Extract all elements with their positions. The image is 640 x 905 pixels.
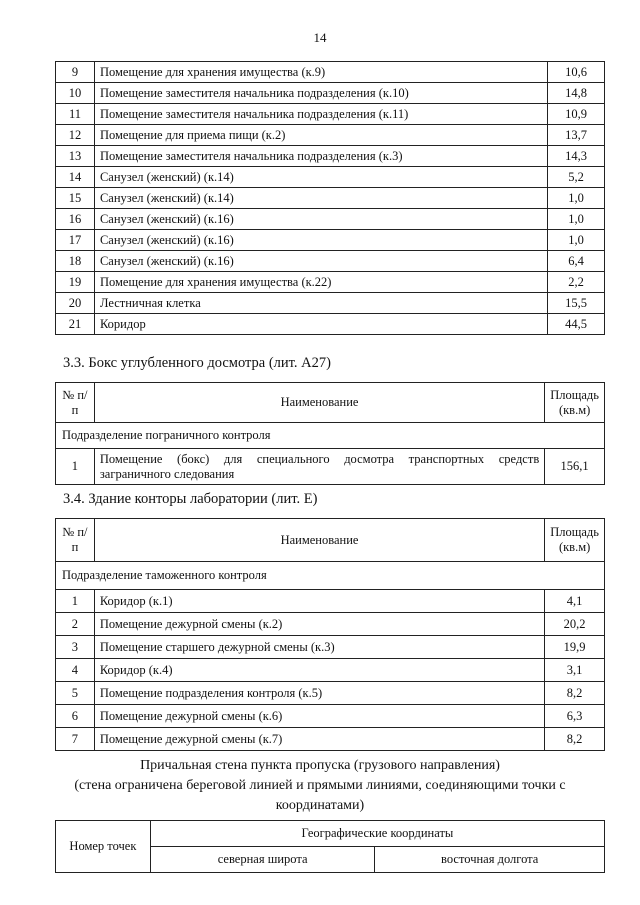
table-row [56, 682, 605, 705]
col-header-geo: Географические координаты [150, 821, 604, 847]
room-name: Помещение заместителя начальника подразделения (к.11) [94, 104, 547, 125]
table-row [56, 167, 605, 188]
col-header-num: № п/п [56, 519, 95, 562]
room-area: 20,2 [545, 613, 605, 636]
col-header-name: Наименование [94, 383, 544, 423]
col-header-area: Площадь (кв.м) [545, 383, 605, 423]
table-row [56, 705, 605, 728]
row-number: 4 [56, 659, 95, 682]
room-area: 8,2 [545, 728, 605, 751]
page-number: 14 [313, 30, 327, 45]
row-number: 19 [56, 272, 95, 293]
room-name: Санузел (женский) (к.16) [94, 230, 547, 251]
room-name: Коридор (к.4) [94, 659, 544, 682]
row-number: 20 [56, 293, 95, 314]
room-name: Помещение заместителя начальника подразделения (к.10) [94, 83, 547, 104]
laboratory-table [55, 518, 605, 751]
room-area: 4,1 [545, 590, 605, 613]
row-number: 1 [56, 590, 95, 613]
col-header-lat: северная широта [150, 847, 375, 873]
room-name: Санузел (женский) (к.14) [94, 188, 547, 209]
room-area: 1,0 [548, 230, 605, 251]
section-3-3-heading: 3.3. Бокс углубленного досмотра (лит. А27) [63, 355, 331, 371]
room-area: 10,9 [548, 104, 605, 125]
section-3-4-heading: 3.4. Здание конторы лаборатории (лит. Е) [63, 491, 318, 507]
room-area: 5,2 [548, 167, 605, 188]
room-area: 15,5 [548, 293, 605, 314]
table-row [56, 146, 605, 167]
table-row [56, 728, 605, 751]
room-name: Помещение дежурной смены (к.7) [94, 728, 544, 751]
room-area: 10,6 [548, 62, 605, 83]
coordinates-table [55, 820, 605, 873]
room-name: Коридор [94, 314, 547, 335]
inspection-box-table [55, 382, 605, 485]
wall-title-line-3: координатами) [275, 798, 365, 813]
row-number: 17 [56, 230, 95, 251]
room-name: Помещение для хранения имущества (к.9) [94, 62, 547, 83]
row-number: 2 [56, 613, 95, 636]
room-area: 2,2 [548, 272, 605, 293]
row-number: 13 [56, 146, 95, 167]
row-number: 9 [56, 62, 95, 83]
room-area: 1,0 [548, 209, 605, 230]
room-name: Помещение для хранения имущества (к.22) [94, 272, 547, 293]
row-number: 15 [56, 188, 95, 209]
table-row [56, 125, 605, 146]
col-header-area: Площадь (кв.м) [545, 519, 605, 562]
table-row [56, 449, 605, 485]
room-name: Помещение подразделения контроля (к.5) [94, 682, 544, 705]
room-name: Санузел (женский) (к.16) [94, 209, 547, 230]
row-number: 6 [56, 705, 95, 728]
room-name: Помещение дежурной смены (к.2) [94, 613, 544, 636]
room-area: 14,3 [548, 146, 605, 167]
row-number: 21 [56, 314, 95, 335]
room-name: Помещение старшего дежурной смены (к.3) [94, 636, 544, 659]
row-number: 18 [56, 251, 95, 272]
col-header-name: Наименование [94, 519, 544, 562]
row-number: 14 [56, 167, 95, 188]
room-area: 6,4 [548, 251, 605, 272]
table-row [56, 251, 605, 272]
table-row [56, 636, 605, 659]
room-area: 156,1 [545, 449, 605, 485]
row-number: 3 [56, 636, 95, 659]
table-row [56, 209, 605, 230]
room-area: 6,3 [545, 705, 605, 728]
room-name: Санузел (женский) (к.14) [94, 167, 547, 188]
table-row [56, 590, 605, 613]
subdivision-row: Подразделение таможенного контроля [56, 562, 605, 590]
room-area: 14,8 [548, 83, 605, 104]
table-row [56, 613, 605, 636]
wall-title-line-1: Причальная стена пункта пропуска (грузового направления) [140, 758, 500, 773]
room-area: 13,7 [548, 125, 605, 146]
room-name: Помещение заместителя начальника подразделения (к.3) [94, 146, 547, 167]
room-name: Коридор (к.1) [94, 590, 544, 613]
table-row [56, 293, 605, 314]
table-row [56, 314, 605, 335]
row-number: 10 [56, 83, 95, 104]
row-number: 12 [56, 125, 95, 146]
room-name: Помещение дежурной смены (к.6) [94, 705, 544, 728]
row-number: 5 [56, 682, 95, 705]
room-area: 44,5 [548, 314, 605, 335]
table-row [56, 230, 605, 251]
table-row [56, 188, 605, 209]
room-area: 1,0 [548, 188, 605, 209]
room-name: Помещение (бокс) для специального досмотра транспортных средств заграничного следования [94, 449, 544, 485]
room-name: Помещение для приема пищи (к.2) [94, 125, 547, 146]
row-number: 11 [56, 104, 95, 125]
row-number: 7 [56, 728, 95, 751]
col-header-num: № п/п [56, 383, 95, 423]
table-row [56, 83, 605, 104]
room-name: Лестничная клетка [94, 293, 547, 314]
room-area: 19,9 [545, 636, 605, 659]
table-row [56, 104, 605, 125]
room-name: Санузел (женский) (к.16) [94, 251, 547, 272]
rooms-table-continued [55, 61, 605, 335]
subdivision-row: Подразделение пограничного контроля [56, 423, 605, 449]
room-area: 3,1 [545, 659, 605, 682]
row-number: 16 [56, 209, 95, 230]
table-row [56, 659, 605, 682]
table-row [56, 62, 605, 83]
col-header-lon: восточная долгота [375, 847, 605, 873]
room-area: 8,2 [545, 682, 605, 705]
table-row [56, 272, 605, 293]
wall-title-line-2: (стена ограничена береговой линией и прямыми линиями, соединяющими точки с [74, 778, 566, 793]
row-number: 1 [56, 449, 95, 485]
wall-title [30, 756, 610, 816]
col-header-points: Номер точек [56, 821, 151, 873]
